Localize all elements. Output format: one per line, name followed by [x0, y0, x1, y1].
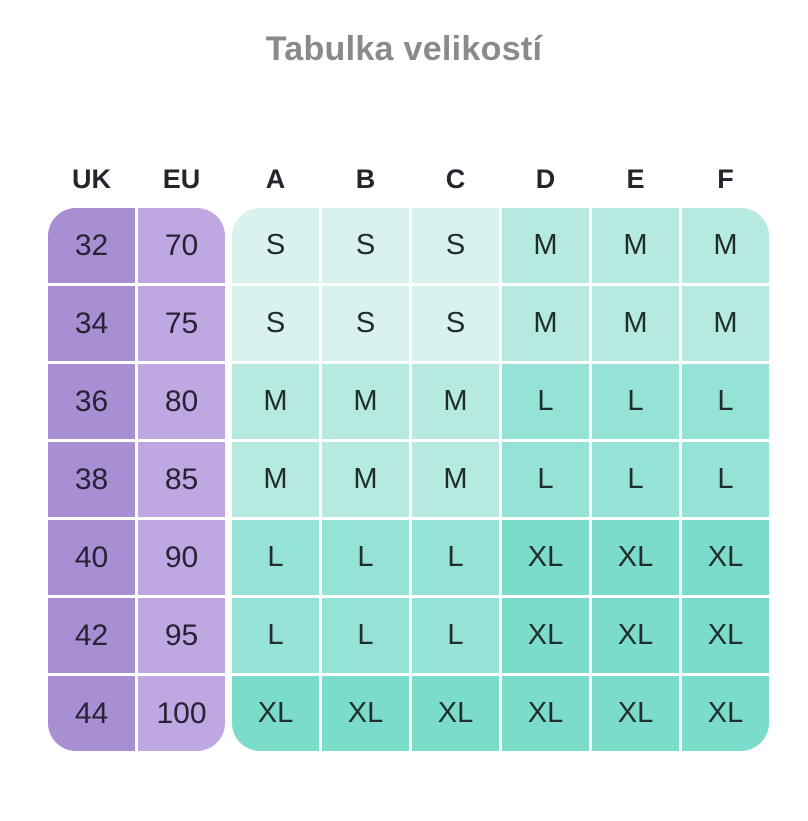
column-header-e: E — [626, 163, 645, 194]
cup-size-cell: L — [412, 520, 499, 595]
cup-size-cell: S — [412, 286, 499, 361]
eu-size-cell: 70 — [138, 208, 225, 283]
cup-size-cell: S — [232, 208, 319, 283]
cup-size-cell: S — [232, 286, 319, 361]
size-chart — [48, 162, 808, 751]
cup-size-cell: L — [412, 598, 499, 673]
eu-size-cell: 80 — [138, 364, 225, 439]
column-header-b: B — [355, 163, 376, 194]
uk-size-cell: 42 — [48, 598, 135, 673]
uk-size-cell: 38 — [48, 442, 135, 517]
column-header-f: F — [717, 163, 734, 194]
cup-size-cell: XL — [592, 520, 679, 595]
table-body — [48, 208, 808, 751]
cup-size-cell: L — [232, 520, 319, 595]
uk-size-cell: 32 — [48, 208, 135, 283]
cup-size-cell: M — [412, 364, 499, 439]
cup-size-cell: L — [592, 442, 679, 517]
cup-size-cell: XL — [592, 676, 679, 751]
cup-size-cell: S — [322, 208, 409, 283]
uk-eu-column-block — [48, 208, 225, 751]
cup-size-cell: M — [322, 364, 409, 439]
eu-size-cell: 95 — [138, 598, 225, 673]
cup-size-cell: XL — [682, 598, 769, 673]
eu-size-cell: 85 — [138, 442, 225, 517]
page-title: Tabulka velikostí — [265, 30, 543, 68]
cup-size-cell: M — [502, 286, 589, 361]
cup-size-cell: M — [502, 208, 589, 283]
cup-size-cell: L — [682, 442, 769, 517]
column-header-a: A — [265, 163, 286, 194]
eu-size-cell: 100 — [138, 676, 225, 751]
cup-size-cell: L — [322, 598, 409, 673]
column-header-c: C — [445, 163, 466, 194]
cup-size-cell: XL — [592, 598, 679, 673]
cup-size-cell: M — [592, 286, 679, 361]
uk-size-cell: 36 — [48, 364, 135, 439]
eu-size-cell: 90 — [138, 520, 225, 595]
header-group-cups — [232, 162, 769, 196]
cup-size-cell: M — [682, 286, 769, 361]
table-header-row — [48, 162, 808, 196]
cup-size-cell: M — [232, 364, 319, 439]
uk-size-cell: 34 — [48, 286, 135, 361]
cup-size-cell: M — [682, 208, 769, 283]
cup-size-cell: S — [322, 286, 409, 361]
cup-size-cell: L — [592, 364, 679, 439]
cup-size-cell: S — [412, 208, 499, 283]
cup-size-cell: XL — [502, 520, 589, 595]
cup-size-cell: L — [322, 520, 409, 595]
cup-size-cell: XL — [412, 676, 499, 751]
cup-size-cell: M — [232, 442, 319, 517]
cup-size-cell: L — [502, 364, 589, 439]
cup-size-block — [232, 208, 769, 751]
column-header-d: D — [535, 163, 556, 194]
cup-size-cell: L — [232, 598, 319, 673]
column-header-eu: EU — [162, 163, 201, 194]
uk-size-cell: 40 — [48, 520, 135, 595]
column-header-uk: UK — [72, 163, 111, 194]
cup-size-cell: XL — [682, 520, 769, 595]
eu-size-cell: 75 — [138, 286, 225, 361]
cup-size-cell: M — [592, 208, 679, 283]
cup-size-cell: XL — [682, 676, 769, 751]
cup-size-cell: XL — [232, 676, 319, 751]
cup-size-cell: XL — [502, 676, 589, 751]
cup-size-cell: M — [322, 442, 409, 517]
cup-size-cell: XL — [502, 598, 589, 673]
cup-size-cell: XL — [322, 676, 409, 751]
cup-size-cell: L — [682, 364, 769, 439]
uk-size-cell: 44 — [48, 676, 135, 751]
cup-size-cell: M — [412, 442, 499, 517]
cup-size-cell: L — [502, 442, 589, 517]
header-group-uk-eu — [48, 162, 225, 196]
